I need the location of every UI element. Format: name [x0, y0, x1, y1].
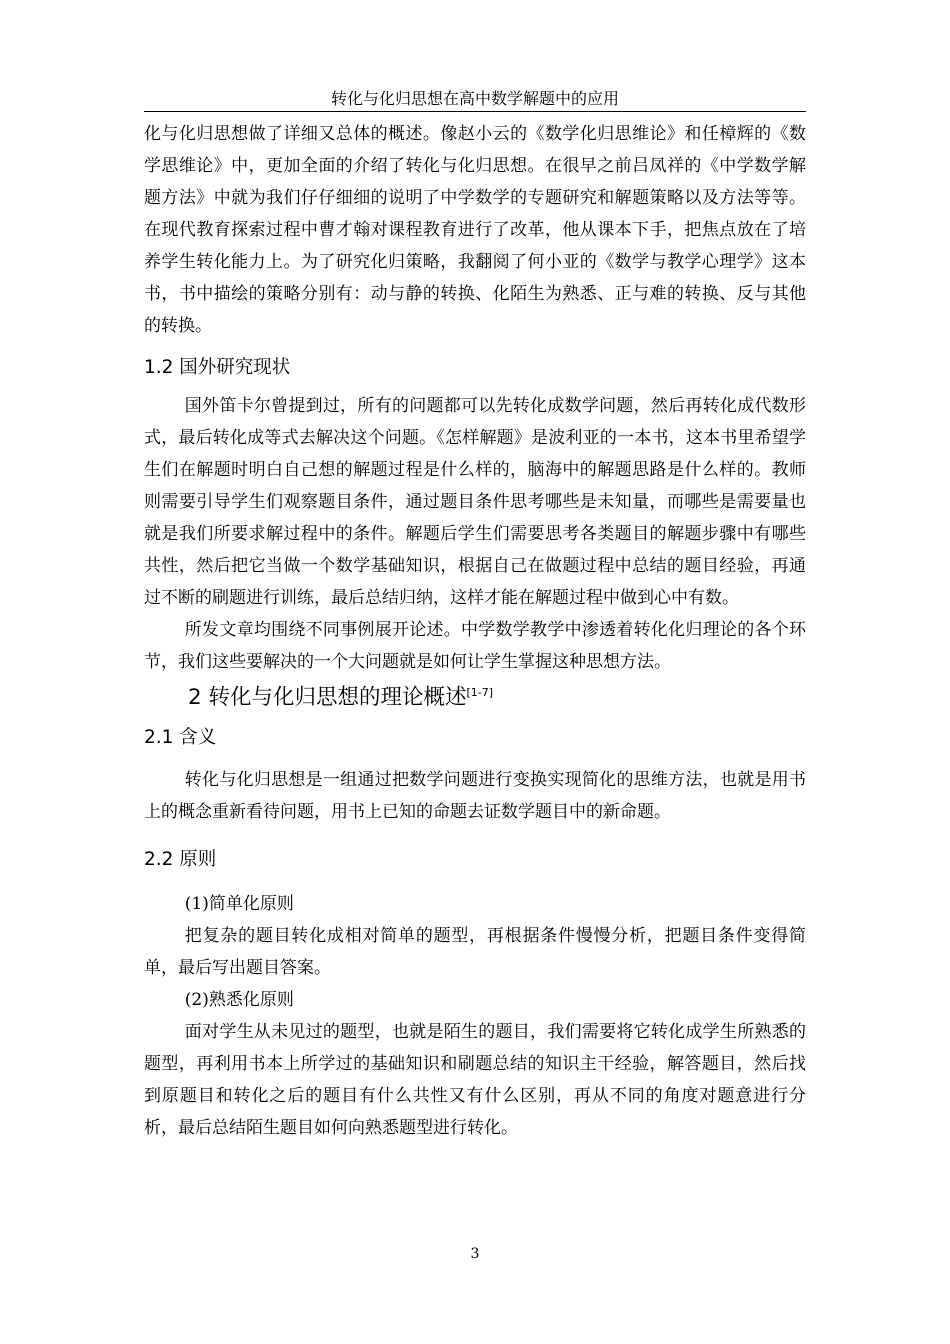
chapter-heading-2	[144, 678, 806, 718]
section-heading-2-1: 2.1 含义	[144, 727, 217, 748]
chapter-heading-2-text: 2 转化与化归思想的理论概述	[188, 685, 467, 710]
principle-1-title: (1)简单化原则	[184, 894, 294, 914]
section-1-2-paragraph-1: 国外笛卡尔曾提到过，所有的问题都可以先转化成数学问题，然后再转化成代数形式，最后转化成等式去解决这个问题。《怎样解题》是波利亚的一本书，这本书里希望学生们在解题时明白自己想的解题过程是什么样的，脑海中的解题思路是什么样的。教师则需要引导学生们观察题目条件，通过题目条件思考哪些是未知量，而哪些是需要量也就是我们所要求解过程中的条件。解题后学生们需要思考各类题目的解题步骤中有哪些共性，然后把它当做一个数学基础知识，根据自己在做题过程中总结的题目经验，再通过不断的刷题进行训练，最后总结归纳，这样才能在解题过程中做到心中有数。	[144, 396, 806, 608]
principle-1-text: 把复杂的题目转化成相对简单的题型，再根据条件慢慢分析，把题目条件变得简单，最后写出题目答案。	[144, 926, 806, 978]
section-heading-2-2: 2.2 原则	[144, 849, 217, 870]
document-body	[144, 118, 806, 1144]
page-number: 3	[470, 1246, 480, 1262]
section-1-2-paragraph-2: 所发文章均围绕不同事例展开论述。中学数学教学中渗透着转化化归理论的各个环节，我们这些要解决的一个大问题就是如何让学生掌握这种思想方法。	[144, 620, 806, 672]
section-2-1-paragraph: 转化与化归思想是一组通过把数学问题进行变换实现简化的思维方法，也就是用书上的概念重新看待问题，用书上已知的命题去证数学题目中的新命题。	[144, 770, 806, 822]
section-heading-1-2: 1.2 国外研究现状	[144, 357, 291, 378]
principle-2-text: 面对学生从未见过的题型，也就是陌生的题目，我们需要将它转化成学生所熟悉的题型，再利用书本上所学过的基础知识和刷题总结的知识主干经验，解答题目，然后找到原题目和转化之后的题目有什么共性又有什么区别，再从不同的角度对题意进行分析，最后总结陌生题目如何向熟悉题型进行转化。	[144, 1022, 806, 1138]
principle-2-title: (2)熟悉化原则	[184, 990, 294, 1010]
chapter-heading-2-citation[interactable]: [1-7]	[466, 685, 494, 699]
header-rule	[144, 111, 806, 112]
intro-paragraph: 化与化归思想做了详细又总体的概述。像赵小云的《数学化归思维论》和任樟辉的《数学思维论》中，更加全面的介绍了转化与化归思想。在很早之前吕凤祥的《中学数学解题方法》中就为我们仔仔细细的说明了中学数学的专题研究和解题策略以及方法等等。在现代教育探索过程中曹才翰对课程教育进行了改革，他从课本下手，把焦点放在了培养学生转化能力上。为了研究化归策略，我翻阅了何小亚的《数学与教学心理学》这本书，书中描绘的策略分别有：动与静的转换、化陌生为熟悉、正与难的转换、反与其他的转换。	[144, 124, 806, 336]
running-header: 转化与化归思想在高中数学解题中的应用	[330, 89, 619, 108]
